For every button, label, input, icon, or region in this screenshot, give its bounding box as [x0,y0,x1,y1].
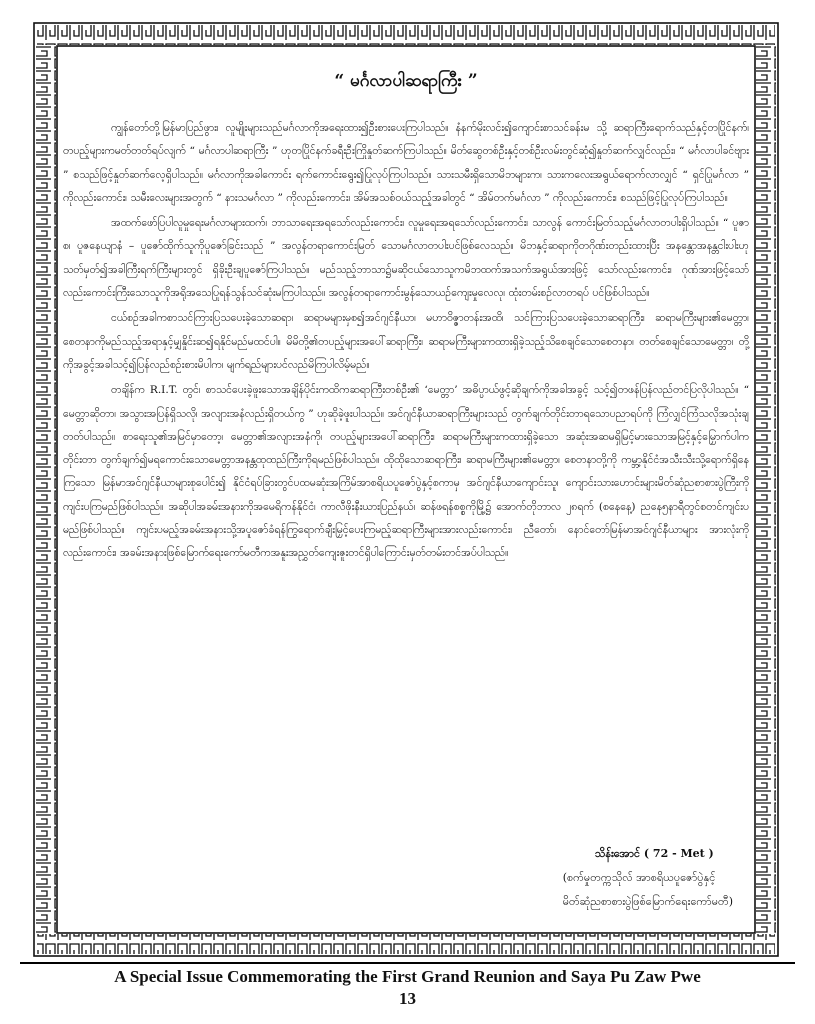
page-number: 13 [399,989,416,1008]
paragraph-2: အထက်ဖော်ပြပါလူမှုရေးမင်္ဂလာများထက်၊ ဘာသာရေးအရသော်လည်းကောင်း၊ လူမှုရေးအရသော်လည်းကောင်း၊ သာလွန် ကောင်းမြတ်သည့်မင်္ဂလာတပါးရှိပါသည်။ “ ပူဇာစ၊ ပူဇနေယျာနံ – ပူဇော်ထိုက်သူကိုပူဇော်ခြင်းသည် ” အလွန်တရာကောင်းမြတ် သောမင်္ဂလာတပါးပင်ဖြစ်လေသည်။ မိဘနှင့်ဆရာကိုတဂိုဏ်းတည်းထားပြီး အနန္တောအနန္တငါးပါးဟုသတ်မှတ်၍အခါကြီးရက်ကြီးများတွင် ရှိခိုးဦးချပူဇော်ကြပါသည်။ မည်သည့်ဘာသာ၌မဆိုငယ်သောသူကမိဘထက်အသက်အရွယ်အားဖြင့် သော်လည်းကောင်း၊ ဂုဏ်အားဖြင့်သော် လည်းကောင်းကြီးသောသူကိုအရိုအသေပြုရန်သွန်သင်ဆုံးမကြပါသည်။ အလွန်တရာကောင်းမွန်သောယဉ်ကျေးမှုလေလု၊ ထုံးတမ်းစဉ်လာတရပ် ပင်ဖြစ်ပါသည်။ [63,217,749,300]
author-signature [563,842,733,914]
footer-title: A Special Issue Commemorating the First Grand Reunion and Saya Pu Zaw Pwe [114,967,701,986]
article-body [63,70,749,568]
author-affiliation-line-1: (စက်မှုတက္ကသိုလ် အာစရိယပူဇော်ပွဲနှင့် [562,871,716,884]
author-name: သိန်းအောင် ( 72 - Met ) [594,847,714,860]
article-title: “ မင်္ဂလာပါဆရာကြီး ” [334,71,478,91]
author-affiliation-line-2: မိတ်ဆုံညစာစားပွဲဖြစ်မြောက်ရေးကော်မတီ) [562,895,733,908]
page-frame [33,22,779,957]
paragraph-3: ငယ်စဉ်အခါကစာသင်ကြားပြသပေးခဲ့သောဆရာ၊ ဆရာမများမှစ၍အင်ဂျင်နီယာ၊ မဟာဝိဇ္ဇာတန်းအထိ၊ သင်ကြားပြသပေးခဲ့သောဆရာကြီး၊ ဆရာမကြီးများ၏မေတ္တာ၊ စေတနာကိုမည်သည့်အရာနှင့်မျှနှိုင်းဆ၍ရနိုင်မည်မထင်ပါ။ မိမိတို့၏တပည့်များအပေါ်ဆရာကြီး၊ ဆရာမကြီးများကထားရှိခဲ့သည့်သိစေချင်သောစေတနာ၊ တတ်စေချင်သောမေတ္တာ၊ တို့ကိုအခွင့်အခါသင့်၍ပြန်လည်စဉ်းစားမိပါက၊ မျက်ရည်များပင်လည်မိကြပါလိမ့်မည်။ [63,312,749,371]
paragraph-1: ကျွန်တော်တို့မြန်မာပြည်ဖွား၊ လူမျိုးများသည်မင်္ဂလာကိုအရေးထား၍ဦးစားပေးကြပါသည်။ နံနက်မိုးလင်း၍ကျောင်းစာသင်ခန်းမ သို့ ဆရာကြီးရောက်သည်နှင့်တပြိုင်နက်၊ တပည့်များကမတ်တတ်ရပ်လျက် “ မင်္ဂလာပါဆရာကြီး ” ဟုတပြိုင်နက်ခရီးဦးကြိုနှုတ်ဆက်ကြပါသည်။ မိတ်ဆွေတစ်ဦးနှင့်တစ်ဦးလမ်းတွင်ဆုံ၍နှုတ်ဆက်လျှင်လည်း၊ “ မင်္ဂလာပါခင်ဗျား ” စသည်ဖြင့်နှုတ်ဆက်လေ့ရှိပါသည်။ မင်္ဂလာကိုအခါကောင်း ရက်ကောင်းရွေး၍ပြုလုပ်ကြပါသည်။ သားသမီးရှိသောမိဘများက၊ သားကလေးအရွယ်ရောက်လာလျှင် “ ရှင်ပြုမင်္ဂလာ ” ကိုလည်းကောင်း၊ သမီးလေးများအတွက် “ နားသမင်္ဂလာ ” ကိုလည်းကောင်း၊ အိမ်အသစ်ဝယ်သည့်အခါတွင် “ အိမ်တက်မင်္ဂလာ ” ကိုလည်းကောင်း၊ စသည်ဖြင့်ပြုလုပ်ကြပါသည်။ [63,122,749,204]
footer-rule [20,962,795,964]
paragraph-4: တချိန်က R.I.T. တွင်၊ စာသင်ပေးခဲ့ဖူးသောအချိန်ပိုင်းကထိကဆရာကြီးတစ်ဦး၏ ‘မေတ္တာ’ အဓိပ္ပာယ်ဖွင့်ဆိုချက်ကိုအခါအခွင့် သင့်၍တဖန်ပြန်လည်တင်ပြလိုပါသည်။ “ မေတ္တာဆိုတာ၊ အသွားအပြန်ရှိသလို၊ အလျားအနံလည်းရှိတယ်ကွ ” ဟုဆိုခဲ့ဖူးပါသည်။ အင်ဂျင်နီယာဆရာကြီးများသည် တွက်ချက်တိုင်းတာရသောပညာရပ်ကို ကြံလျှင်ကြံသလိုအသုံးချတတ်ပါသည်။ စာရေးသူ၏အမြင်မှာတော့၊ မေတ္တာ၏အလျားအနံကို၊ တပည့်များအပေါ်ဆရာကြီး၊ ဆရာမကြီးများကထားရှိခဲ့သော အဆုံးအဆမရှိမြင့်မားသောအမြင့်နှင့်မြှောက်ပါကတိုင်းတာ တွက်ချက်၍မရကောင်းသောမေတ္တာအနန္တထုထည်ကြီးကိုရမည်ဖြစ်ပါသည်။ ထိုထိုသောဆရာကြီး၊ ဆရာမကြီးများ၏မေတ္တာ၊ စေတနာတို့ကို ကမ္ဘာ့နိုင်ငံအသီးသီးသို့ရောက်ရှိနေကြသော မြန်မာအင်ဂျင်နီယာများစုပေါင်း၍ နိုင်ငံရပ်ခြားတွင်ပထမဆုံးအကြိမ်အာစရိယပူဇော်ပွဲနှင့်စကာမှ အင်ဂျင်နီယာကျောင်းသူ၊ ကျောင်းသားဟောင်းများမိတ်ဆုံညစာစားပွဲကြီးကိုကျင်းပကြမည်ဖြစ်ပါသည်။ အဆိုပါအခမ်းအနားကိုအမေရိကန်နိုင်ငံ၊ ကာလီဖိုးနီးယားပြည်နယ်၊ ဆန်ဖရန်စစ္စကိုမြို့၌ အောက်တိုဘာလ ၂၈ရက် (စနေနေ့) ညနေ၅နာရီတွင်စတင်ကျင်းပမည်ဖြစ်ပါသည်။ ကျင်းပမည့်အခမ်းအနားသို့အပူဇော်ခံရန်ကြွရောက်ချီးမြှင့်ပေးကြမည့်ဆရာကြီးများအားလည်းကောင်း၊ ညီတော်၊ နောင်တော်မြန်မာအင်ဂျင်နီယာများ အားလုံးကိုလည်းကောင်း၊ အခမ်းအနားဖြစ်မြောက်ရေးကော်မတီကအနူးအညွှတ်ကျေးဇူးတင်ရှိပါကြောင်းမှတ်တမ်းတင်အပ်ပါသည်။ [63,384,749,560]
